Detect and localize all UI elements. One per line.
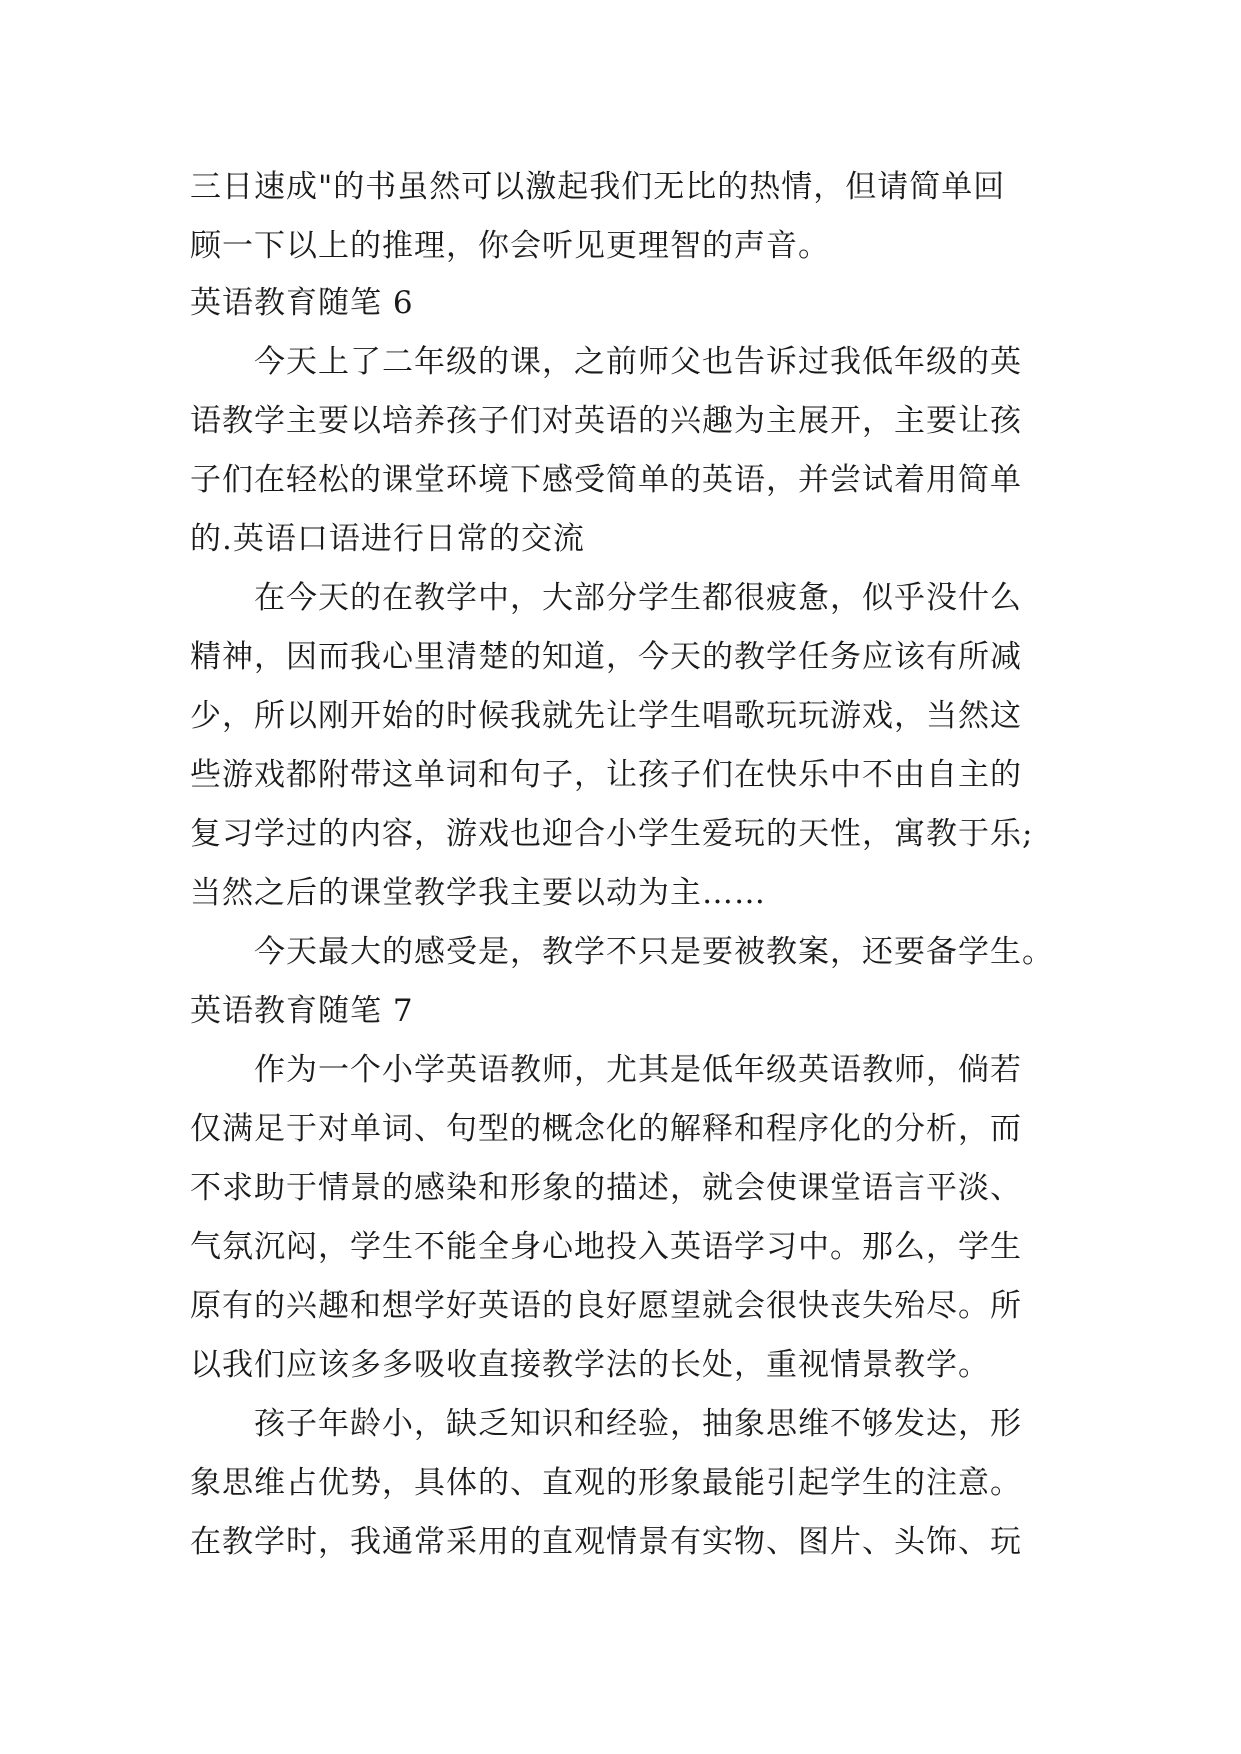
text-line: 些游戏都附带这单词和句子，让孩子们在快乐中不由自主的 [190,757,1022,793]
text-line: 原有的兴趣和想学好英语的良好愿望就会很快丧失殆尽。所 [190,1288,1022,1324]
text-line: 以我们应该多多吸收直接教学法的长处，重视情景教学。 [190,1347,990,1383]
text-line: 仅满足于对单词、句型的概念化的解释和程序化的分析，而 [190,1111,1022,1147]
section-heading: 英语教育随笔 6 [190,285,414,321]
section-heading: 英语教育随笔 7 [190,993,414,1029]
text-line: 作为一个小学英语教师，尤其是低年级英语教师，倘若 [254,1052,1022,1088]
text-line: 气氛沉闷，学生不能全身心地投入英语学习中。那么，学生 [190,1229,1022,1265]
text-line: 的.英语口语进行日常的交流 [190,521,585,557]
text-line: 精神，因而我心里清楚的知道，今天的教学任务应该有所减 [190,639,1022,675]
text-line: 复习学过的内容，游戏也迎合小学生爱玩的天性，寓教于乐; [190,816,1034,852]
text-line: 在今天的在教学中，大部分学生都很疲惫，似乎没什么 [254,580,1022,616]
text-line: 语教学主要以培养孩子们对英语的兴趣为主展开，主要让孩 [190,403,1022,439]
text-line: 象思维占优势，具体的、直观的形象最能引起学生的注意。 [190,1465,1022,1501]
text-line: 子们在轻松的课堂环境下感受简单的英语，并尝试着用简单 [190,462,1022,498]
text-line: 在教学时，我通常采用的直观情景有实物、图片、头饰、玩 [190,1524,1022,1560]
text-line: 少，所以刚开始的时候我就先让学生唱歌玩玩游戏，当然这 [190,698,1022,734]
text-line: 当然之后的课堂教学我主要以动为主…… [190,875,766,911]
text-line: 顾一下以上的推理，你会听见更理智的声音。 [190,228,830,264]
text-line: 三日速成"的书虽然可以激起我们无比的热情，但请简单回 [190,169,1006,205]
text-line: 孩子年龄小，缺乏知识和经验，抽象思维不够发达，形 [254,1406,1022,1442]
text-line: 今天最大的感受是，教学不只是要被教案，还要备学生。 [254,934,1054,970]
text-line: 今天上了二年级的课，之前师父也告诉过我低年级的英 [254,344,1022,380]
text-line: 不求助于情景的感染和形象的描述，就会使课堂语言平淡、 [190,1170,1022,1206]
